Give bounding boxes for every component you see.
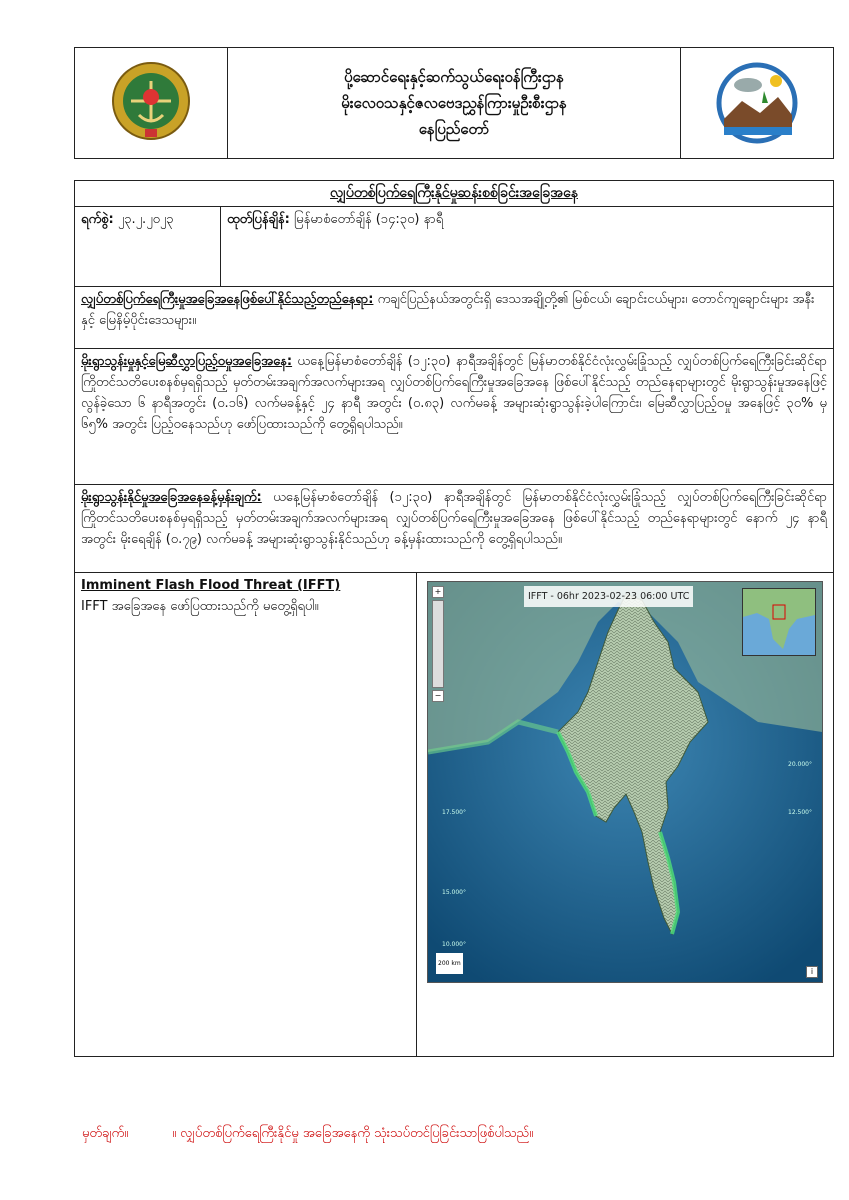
issue-time-cell: [221, 207, 833, 286]
location-text: ကချင်ပြည်နယ်အတွင်းရှိ ဒေသအချို့တို့၏ မြစ်ငယ်၊ ချောင်းငယ်များ၊ တောင်ကျချောင်းများ အနီးနှင့် မြေနိမ့်ပိုင်းဒေသများ။: [81, 292, 815, 328]
note-label: မှတ်ချက်။: [82, 1126, 129, 1141]
date-value: ၂၃.၂.၂၀၂၃: [117, 212, 174, 227]
department-name: မိုးလေဝသနှင့်ဇလဗေဒညွှန်ကြားမှုဦးစီးဌာန: [341, 94, 567, 112]
issue-time-label: ထုတ်ပြန်ချိန်:: [227, 212, 290, 227]
report-meta-row: [75, 207, 833, 287]
city-name: နေပြည်တော်: [418, 120, 490, 138]
observation-row: [75, 349, 833, 485]
zoom-out-button[interactable]: −: [432, 690, 444, 702]
note-text: ။ လျှပ်တစ်ပြက်ရေကြီးနိုင်မှု အခြေအနေကို သုံးသပ်တင်ပြခြင်းသာဖြစ်ပါသည်။: [172, 1126, 534, 1141]
assessment-table: [74, 180, 834, 1057]
ifft-map[interactable]: [427, 581, 823, 983]
ministry-seal-logo: [75, 48, 228, 158]
map-scale-bar: 200 km: [436, 953, 463, 974]
ifft-row: [75, 573, 833, 1057]
lat-label-20: 20.000°: [788, 761, 812, 768]
hydrology-cycle-logo: [680, 48, 833, 158]
map-zoom-control[interactable]: [432, 586, 442, 704]
ifft-map-cell: [417, 573, 833, 1057]
issue-time-value: မြန်မာစံတော်ချိန် (၁၄:၃၀) နာရီ: [294, 212, 444, 227]
map-title: IFFT - 06hr 2023-02-23 06:00 UTC: [524, 586, 693, 607]
lat-label-10: 10.000°: [442, 941, 466, 948]
ifft-label: Imminent Flash Flood Threat (IFFT): [81, 578, 341, 593]
lat-label-12-5: 12.500°: [788, 809, 812, 816]
report-title-row: [75, 181, 833, 207]
zoom-in-button[interactable]: +: [432, 586, 444, 598]
lat-label-17-5: 17.500°: [442, 809, 466, 816]
zoom-slider[interactable]: [432, 600, 444, 688]
observation-text: ယနေ့မြန်မာစံတော်ချိန် (၁၂:၃၀) နာရီအချိန်တွင် မြန်မာတစ်နိုင်ငံလုံးလွှမ်းခြုံသည့် လျှပ်တစ်ပြက်ရေကြီးခြင်းဆိုင်ရာ ကြိုတင်သတိပေးစနစ်မှရရှိသည့် မှတ်တမ်းအချက်အလက်များအရ လျှပ်တစ်ပြက်ရေကြီးမှုအခြေအနေ ဖြစ်ပေါ်နိုင်သည့် တည်နေရာများတွင် မိုးရွာသွန်းမှုအနေဖြင့် လွန်ခဲ့သော ၆ နာရီအတွင်း (၀.၁၆) လက်မခန့်နှင့် ၂၄ နာရီ အတွင်း (၀.၈၃) လက်မခန့် အများဆုံးရွာသွန်းခဲ့ပါကြောင်း၊ မြေဆီလွှာပြည့်ဝမှု အနေဖြင့် ၃၀% မှ ၆၅% အတွင်း ပြည့်ဝနေသည်ဟု ဖော်ပြထားသည်ကို တွေ့ရှိရပါသည်။: [81, 354, 827, 432]
forecast-label: မိုးရွာသွန်းနိုင်မှုအခြေအနေခန့်မှန်းချက်:: [81, 490, 262, 505]
ministry-titles: [228, 48, 680, 158]
forecast-text: ယနေ့မြန်မာစံတော်ချိန် (၁၂:၃၀) နာရီအချိန်တွင် မြန်မာတစ်နိုင်ငံလုံးလွှမ်းခြုံသည့် လျှပ်တစ်ပြက်ရေကြီးခြင်းဆိုင်ရာ ကြိုတင်သတိပေးစနစ်မှရရှိသည့် မှတ်တမ်းအချက်အလက်များအရ လျှပ်တစ်ပြက်ရေကြီးမှုအခြေအနေ ဖြစ်ပေါ်နိုင်သည့် တည်နေရာများတွင် နောက် ၂၄ နာရီအတွင်း မိုးရေချိန် (၀.၇၉) လက်မခန့် အများဆုံးရွာသွန်းနိုင်သည်ဟု ခန့်မှန်းထားသည်ကို တွေ့ရှိရပါသည်။: [81, 490, 827, 547]
report-header: [74, 47, 834, 159]
location-label: လျှပ်တစ်ပြက်ရေကြီးမှုအခြေအနေဖြစ်ပေါ်နိုင်သည့်တည်နေရာ:: [81, 292, 374, 307]
footer-note: [82, 1125, 533, 1144]
overview-inset-map[interactable]: [742, 588, 816, 656]
report-title: လျှပ်တစ်ပြက်ရေကြီးနိုင်မှုဆန်းစစ်ခြင်းအခြေအနေ: [330, 185, 578, 201]
date-cell: [75, 207, 221, 286]
ifft-status-text: IFFT အခြေအနေ ဖော်ပြထားသည်ကို မတွေ့ရှိရပါ။: [81, 599, 319, 614]
ministry-name: ပို့ဆောင်ရေးနှင့်ဆက်သွယ်ရေးဝန်ကြီးဌာန: [344, 68, 564, 86]
date-label: ရက်စွဲ:: [81, 212, 114, 227]
observation-label: မိုးရွာသွန်းမှုနှင့်မြေဆီလွှာပြည့်ဝမှုအခြေအနေ:: [81, 354, 293, 369]
lat-label-15: 15.000°: [442, 889, 466, 896]
forecast-row: [75, 485, 833, 573]
ifft-text-cell: [75, 573, 417, 1057]
location-row: [75, 287, 833, 349]
map-info-button[interactable]: i: [806, 966, 818, 978]
